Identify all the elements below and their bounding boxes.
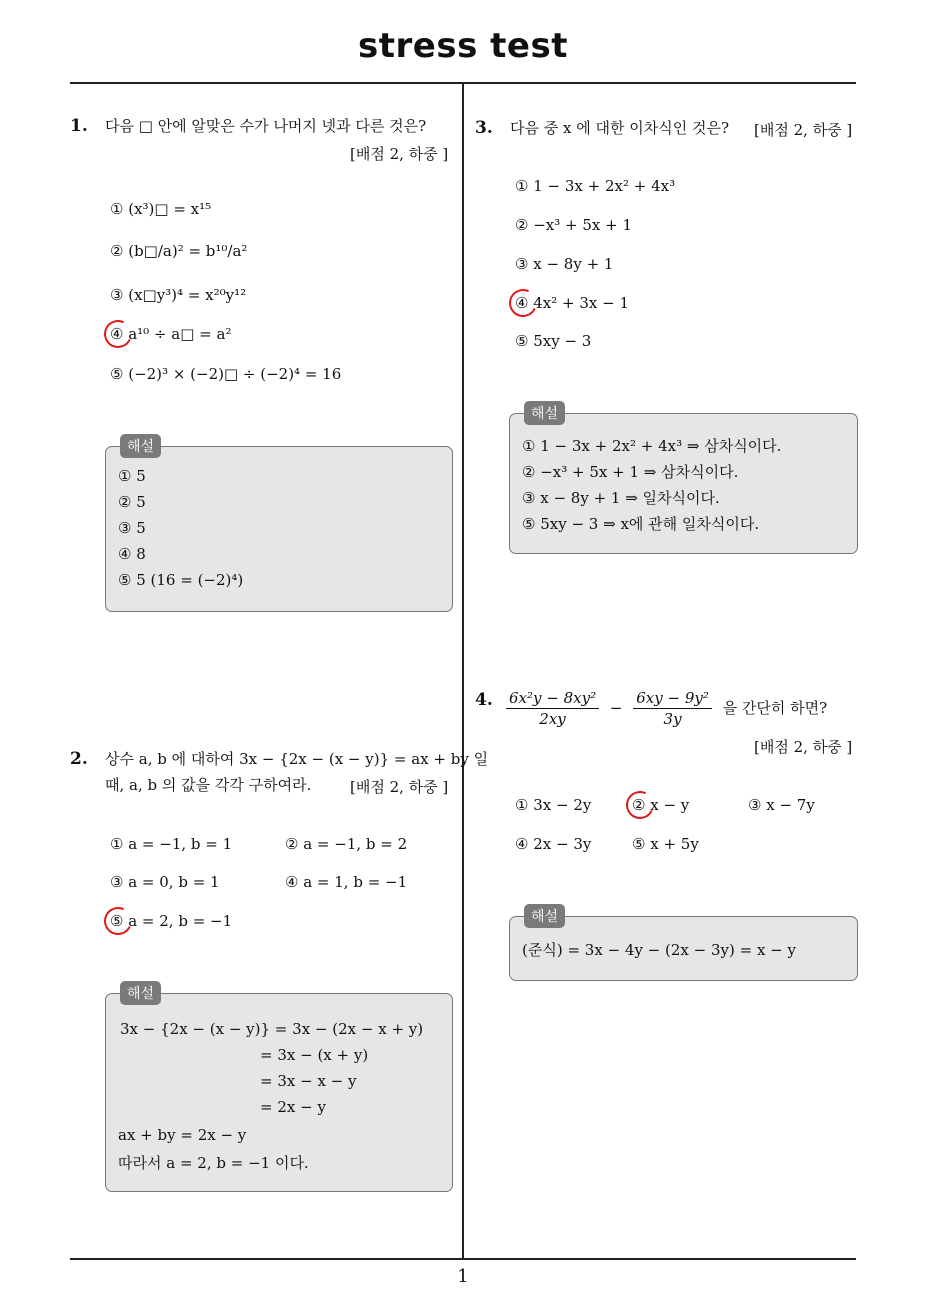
q2-number: 2. [70, 749, 88, 769]
q3-option-4[interactable]: ④ 4x² + 3x − 1 [515, 294, 629, 312]
q3-explain-line: ⑤ 5xy − 3 ⇒ x에 관해 일차식이다. [522, 515, 760, 533]
q2-option-1[interactable]: ① a = −1, b = 1 [110, 835, 233, 853]
q2-explain-line: = 3x − (x + y) [260, 1046, 369, 1064]
q3-option-5[interactable]: ⑤ 5xy − 3 [515, 332, 592, 350]
q2-meta: [배점 2, 하중 ] [350, 778, 449, 796]
q1-number: 1. [70, 116, 88, 136]
page-number: 1 [457, 1266, 469, 1287]
q3-text: 다음 중 x 에 대한 이차식인 것은? [510, 119, 729, 137]
q2-option-4[interactable]: ④ a = 1, b = −1 [285, 873, 408, 891]
q2-explain-line: = 3x − x − y [260, 1072, 357, 1090]
q2-explanation-label: 해설 [120, 981, 161, 1005]
q4-option-2[interactable]: ② x − y [632, 796, 690, 814]
q2-option-3[interactable]: ③ a = 0, b = 1 [110, 873, 220, 891]
q3-number: 3. [475, 118, 493, 138]
q3-option-2[interactable]: ② −x³ + 5x + 1 [515, 216, 633, 234]
q3-explain-line: ② −x³ + 5x + 1 ⇒ 삼차식이다. [522, 463, 739, 481]
q4-fraction-1-numerator: 6x²y − 8xy² [506, 688, 599, 709]
q1-meta: [배점 2, 하중 ] [350, 145, 449, 163]
q4-option-3[interactable]: ③ x − 7y [748, 796, 815, 814]
q3-option-3[interactable]: ③ x − 8y + 1 [515, 255, 614, 273]
q1-text: 다음 □ 안에 알맞은 수가 나머지 넷과 다른 것은? [105, 117, 427, 135]
q1-option-2[interactable]: ② (b□/a)² = b¹⁰/a² [110, 242, 248, 260]
q2-explain-line: 3x − {2x − (x − y)} = 3x − (2x − x + y) [120, 1020, 424, 1038]
q1-explain-line: ② 5 [118, 493, 146, 511]
q1-explain-line: ① 5 [118, 467, 146, 485]
q1-option-1[interactable]: ① (x³)□ = x¹⁵ [110, 200, 212, 218]
q4-meta: [배점 2, 하중 ] [754, 738, 853, 756]
q3-explain-line: ③ x − 8y + 1 ⇒ 일차식이다. [522, 489, 720, 507]
q1-option-3[interactable]: ③ (x□y³)⁴ = x²⁰y¹² [110, 286, 247, 304]
q2-option-5[interactable]: ⑤ a = 2, b = −1 [110, 912, 233, 930]
q4-fraction-2 [633, 688, 712, 729]
page-title: stress test [358, 26, 568, 66]
bottom-rule [70, 1258, 856, 1260]
q4-fraction-1-denominator: 2xy [539, 710, 566, 728]
q4-fraction-2-numerator: 6xy − 9y² [633, 688, 712, 709]
q2-text-line2: 때, a, b 의 값을 각각 구하여라. [105, 776, 312, 794]
q4-explain-line: (준식) = 3x − 4y − (2x − 3y) = x − y [522, 941, 796, 959]
q3-explanation-label: 해설 [524, 401, 565, 425]
q2-explain-line: ax + by = 2x − y [118, 1126, 247, 1144]
q4-explanation-label: 해설 [524, 904, 565, 928]
q2-answer-mark-icon [100, 903, 136, 939]
q4-option-1[interactable]: ① 3x − 2y [515, 796, 592, 814]
q1-explain-line: ⑤ 5 (16 = (−2)⁴) [118, 571, 244, 589]
q4-expression [506, 688, 827, 729]
q4-text: 을 간단히 하면? [722, 698, 828, 717]
q1-answer-mark-icon [100, 316, 136, 352]
q2-text-line1: 상수 a, b 에 대하여 3x − {2x − (x − y)} = ax + by 일 [105, 750, 489, 768]
q2-explain-line: = 2x − y [260, 1098, 326, 1116]
q3-meta: [배점 2, 하중 ] [754, 121, 853, 139]
q2-option-2[interactable]: ② a = −1, b = 2 [285, 835, 408, 853]
q4-fraction-2-denominator: 3y [663, 710, 682, 728]
q2-explain-line: 따라서 a = 2, b = −1 이다. [118, 1154, 309, 1172]
q3-answer-mark-icon [505, 285, 541, 321]
q1-option-5[interactable]: ⑤ (−2)³ × (−2)□ ÷ (−2)⁴ = 16 [110, 365, 342, 383]
q3-explain-line: ① 1 − 3x + 2x² + 4x³ ⇒ 삼차식이다. [522, 437, 782, 455]
q4-option-5[interactable]: ⑤ x + 5y [632, 835, 699, 853]
q1-explanation-label: 해설 [120, 434, 161, 458]
q4-option-4[interactable]: ④ 2x − 3y [515, 835, 592, 853]
q3-option-1[interactable]: ① 1 − 3x + 2x² + 4x³ [515, 177, 676, 195]
q1-explain-line: ③ 5 [118, 519, 146, 537]
q4-minus-sign: − [609, 698, 623, 717]
q1-explain-line: ④ 8 [118, 545, 146, 563]
q4-answer-mark-icon [622, 787, 658, 823]
column-divider [462, 84, 464, 1258]
q4-number: 4. [475, 690, 493, 710]
q4-fraction-1 [506, 688, 599, 729]
q1-option-4[interactable]: ④ a¹⁰ ÷ a□ = a² [110, 325, 232, 343]
